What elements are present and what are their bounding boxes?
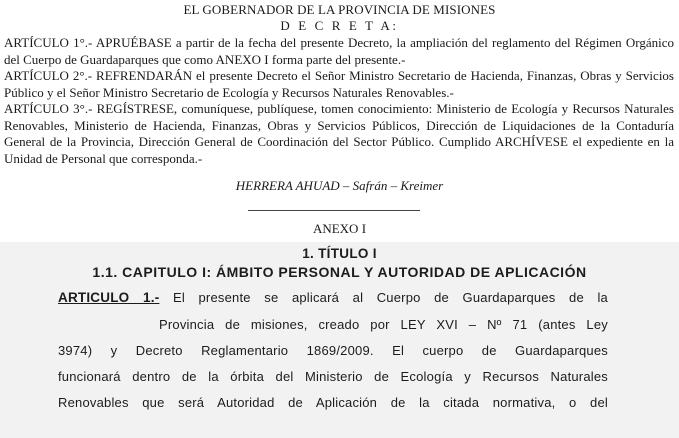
article-3-paragraph: ARTÍCULO 3°.- REGÍSTRESE, comuníquese, publíquese, tomen conocimiento: Ministerio de Ecología y Recursos Naturales Renovables, Ministerio de Hacienda, Finanzas, Obras y Servicios Públicos, Dirección de Liquidaciones de la Contaduría General de la Provincia, Dirección General de Coordinación del Sector Público. Cumplido ARCHÍVESE el expediente en la Unidad de Personal que corresponda.- [4, 101, 674, 166]
annex-chapter-heading: 1.1. CAPITULO I: ÁMBITO PERSONAL Y AUTORIDAD DE APLICACIÓN [92, 264, 587, 280]
article-1-paragraph: ARTÍCULO 1°.- APRUÉBASE a partir de la fecha del presente Decreto, la ampliación del reglamento del Régimen Orgánico del Cuerpo de Guardaparques que como ANEXO I forma parte del presente.- [4, 35, 674, 67]
article-2-paragraph: ARTÍCULO 2°.- REFRENDARÁN el presente Decreto el Señor Ministro Secretario de Hacienda, Finanzas, Obras y Servicios Público y el Señor Ministro Secretario de Ecología y Recursos Naturales Renovables.- [4, 68, 674, 100]
annex-article-line-3: 3974) y Decreto Reglamentario 1869/2009. El cuerpo de Guardaparques [58, 343, 608, 358]
annex-title: 1. TÍTULO I [302, 246, 377, 261]
annex-article-line-4: funcionará dentro de la órbita del Ministerio de Ecología y Recursos Naturales [58, 369, 608, 384]
annex-article-line-1 [58, 290, 608, 306]
decreta-heading: D E C R E T A: [280, 18, 399, 33]
document-title: EL GOBERNADOR DE LA PROVINCIA DE MISIONES [183, 2, 496, 17]
annex-article-line-5: Renovables que será Autoridad de Aplicación de la citada normativa, o del [58, 395, 608, 410]
horizontal-divider [248, 210, 420, 211]
annex-scanned-section [0, 242, 679, 438]
signature-line: HERRERA AHUAD – Safrán – Kreimer [235, 178, 444, 193]
anexo-heading: ANEXO I [312, 221, 367, 236]
annex-line-text: El presente se aplicará al Cuerpo de Guardaparques de la [159, 290, 608, 305]
annex-article-line-2: Provincia de misiones, creado por LEY XVI – Nº 71 (antes Ley [159, 317, 608, 332]
annex-article-label: ARTICULO 1.- [58, 290, 160, 305]
